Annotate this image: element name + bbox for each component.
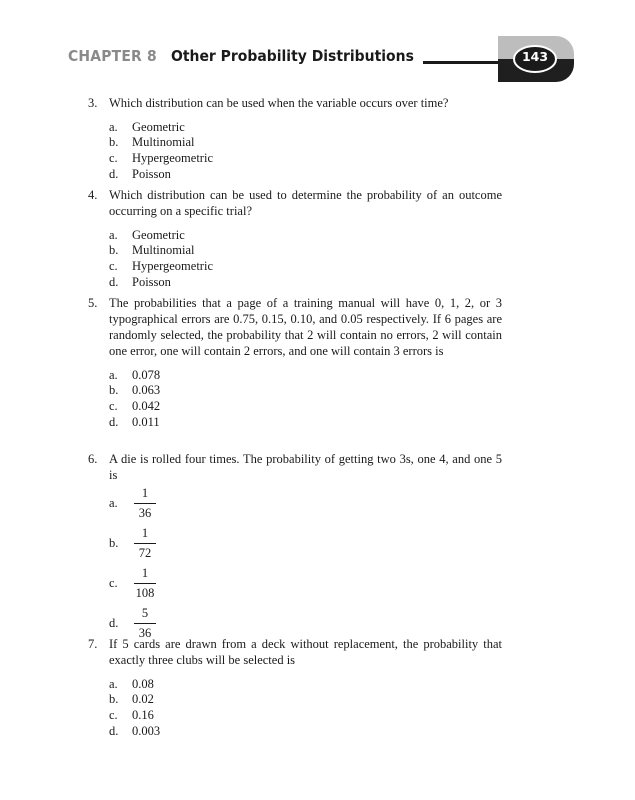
answer-options <box>88 119 502 181</box>
question-5 <box>88 295 502 429</box>
question-text: If 5 cards are drawn from a deck without replacement, the probability that exactly three clubs will be selected is <box>109 637 502 667</box>
option-text: Hypergeometric <box>132 150 213 165</box>
option-c <box>109 563 502 603</box>
option-letter: d. <box>109 414 119 429</box>
option-letter: d. <box>109 616 119 630</box>
fraction-denominator: 108 <box>135 585 155 600</box>
option-c <box>109 398 502 414</box>
option-letter: a. <box>109 227 118 242</box>
option-letter: b. <box>109 243 119 258</box>
fraction-denominator: 72 <box>138 545 152 560</box>
question-text: Which distribution can be used when the variable occurs over time? <box>109 96 449 110</box>
option-b <box>109 383 502 399</box>
option-a <box>109 227 502 243</box>
question-text: Which distribution can be used to determine the probability of an outcome occurring on a specific trial? <box>109 188 502 218</box>
option-c <box>109 707 502 723</box>
option-letter: d. <box>109 723 119 738</box>
option-text: Hypergeometric <box>132 258 213 273</box>
fraction <box>132 486 158 521</box>
question-number: 4. <box>88 188 98 202</box>
option-letter: c. <box>109 258 118 273</box>
option-text: Multinomial <box>132 135 195 150</box>
option-text: 0.063 <box>132 383 161 398</box>
fraction-numerator: 1 <box>141 525 149 540</box>
option-letter: b. <box>109 135 119 150</box>
question-number: 5. <box>88 296 98 310</box>
chapter-title: Other Probability Distributions <box>171 47 414 65</box>
option-text: Multinomial <box>132 243 195 258</box>
option-letter: c. <box>109 707 118 722</box>
option-text: 0.02 <box>132 692 154 707</box>
question-7 <box>88 636 502 738</box>
page-header <box>0 0 635 90</box>
option-b <box>109 135 502 151</box>
answer-options <box>88 227 502 289</box>
option-c <box>109 150 502 166</box>
option-a <box>109 367 502 383</box>
option-letter: a. <box>109 119 118 134</box>
option-text: Poisson <box>132 274 171 289</box>
question-6 <box>88 451 502 643</box>
question-number: 6. <box>88 452 98 466</box>
option-text: 0.042 <box>132 398 161 413</box>
option-text: Poisson <box>132 166 171 181</box>
fraction-denominator: 36 <box>138 625 152 640</box>
option-a <box>109 676 502 692</box>
question-number: 7. <box>88 637 98 651</box>
option-text: 0.16 <box>132 707 154 722</box>
option-a <box>109 483 502 523</box>
option-letter: c. <box>109 150 118 165</box>
option-b <box>109 692 502 708</box>
option-letter: d. <box>109 166 119 181</box>
option-d <box>109 274 502 290</box>
option-letter: b. <box>109 383 119 398</box>
question-number: 3. <box>88 96 98 110</box>
option-letter: d. <box>109 274 119 289</box>
option-letter: b. <box>109 692 119 707</box>
question-text: The probabilities that a page of a training manual will have 0, 1, 2, or 3 typographical errors are 0.75, 0.15, 0.10, and 0.05 respectively. If 6 pages are randomly selected, the probability that 2 will contain no errors, 2 will contain one error, one will contain 2 errors, and one will contain 3 errors is <box>109 296 502 358</box>
option-d <box>109 166 502 182</box>
option-letter: c. <box>109 576 118 590</box>
fraction <box>132 566 158 601</box>
chapter-label: CHAPTER 8 <box>68 47 157 65</box>
option-b <box>109 523 502 563</box>
page-number: 143 <box>521 49 549 64</box>
option-text: 0.08 <box>132 676 154 691</box>
option-letter: a. <box>109 676 118 691</box>
option-letter: a. <box>109 367 118 382</box>
option-text: 0.003 <box>132 723 161 738</box>
option-text: Geometric <box>132 227 185 242</box>
fraction <box>132 526 158 561</box>
option-text: 0.011 <box>132 414 160 429</box>
question-text: A die is rolled four times. The probability of getting two 3s, one 4, and one 5 is <box>109 452 502 482</box>
option-c <box>109 258 502 274</box>
option-d <box>109 414 502 430</box>
answer-options <box>88 483 502 643</box>
option-letter: b. <box>109 536 119 550</box>
option-a <box>109 119 502 135</box>
fraction-numerator: 5 <box>141 605 149 620</box>
question-4 <box>88 187 502 289</box>
answer-options <box>88 676 502 738</box>
option-b <box>109 243 502 259</box>
option-letter: a. <box>109 496 118 510</box>
answer-options <box>88 367 502 429</box>
option-text: 0.078 <box>132 367 161 382</box>
option-d <box>109 723 502 739</box>
fraction-numerator: 1 <box>141 565 149 580</box>
option-text: Geometric <box>132 119 185 134</box>
fraction-numerator: 1 <box>141 485 149 500</box>
question-3 <box>88 95 502 181</box>
fraction-denominator: 36 <box>138 505 152 520</box>
option-letter: c. <box>109 398 118 413</box>
